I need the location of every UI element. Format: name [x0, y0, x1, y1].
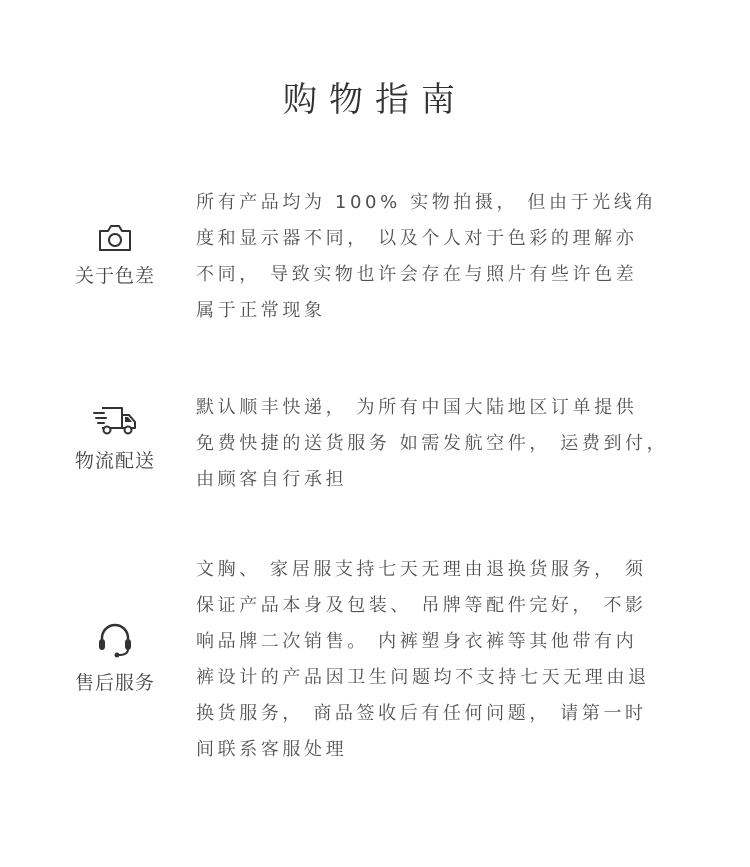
camera-icon [97, 223, 133, 253]
page-title: 购物指南 [283, 80, 467, 120]
text-line: 换货服务， 商品签收后有任何问题， 请第一时 [196, 703, 647, 724]
text-line: 响品牌二次销售。 内裤塑身衣裤等其他带有内 [196, 631, 638, 652]
section-text [196, 552, 716, 768]
text-line: 属于正常现象 [196, 300, 326, 321]
text-line: 免费快捷的送货服务 如需发航空件， 运费到付， [196, 433, 669, 454]
delivery-truck-icon [92, 404, 138, 438]
section-label: 物流配送 [74, 450, 155, 472]
section-header [60, 622, 170, 695]
text-line: 度和显示器不同， 以及个人对于色彩的理解亦 [196, 228, 638, 249]
section-header [60, 223, 170, 288]
text-line: 由顾客自行承担 [196, 469, 348, 490]
headset-icon [95, 622, 135, 660]
section-text [196, 390, 716, 498]
text-line: 裤设计的产品因卫生问题均不支持七天无理由退 [196, 667, 650, 688]
section-header [60, 404, 170, 473]
text-line: 保证产品本身及包装、 吊牌等配件完好， 不影 [196, 595, 647, 616]
text-line: 默认顺丰快递， 为所有中国大陆地区订单提供 [196, 397, 638, 418]
text-line: 不同， 导致实物也许会存在与照片有些许色差 [196, 264, 638, 285]
text-line: 间联系客服处理 [196, 739, 348, 760]
text-line: 所有产品均为 100% 实物拍摄， 但由于光线角 [196, 192, 658, 213]
text-line: 文胸、 家居服支持七天无理由退换货服务， 须 [196, 559, 647, 580]
section-label: 售后服务 [74, 672, 155, 694]
section-label: 关于色差 [74, 265, 155, 287]
section-text [196, 185, 716, 329]
